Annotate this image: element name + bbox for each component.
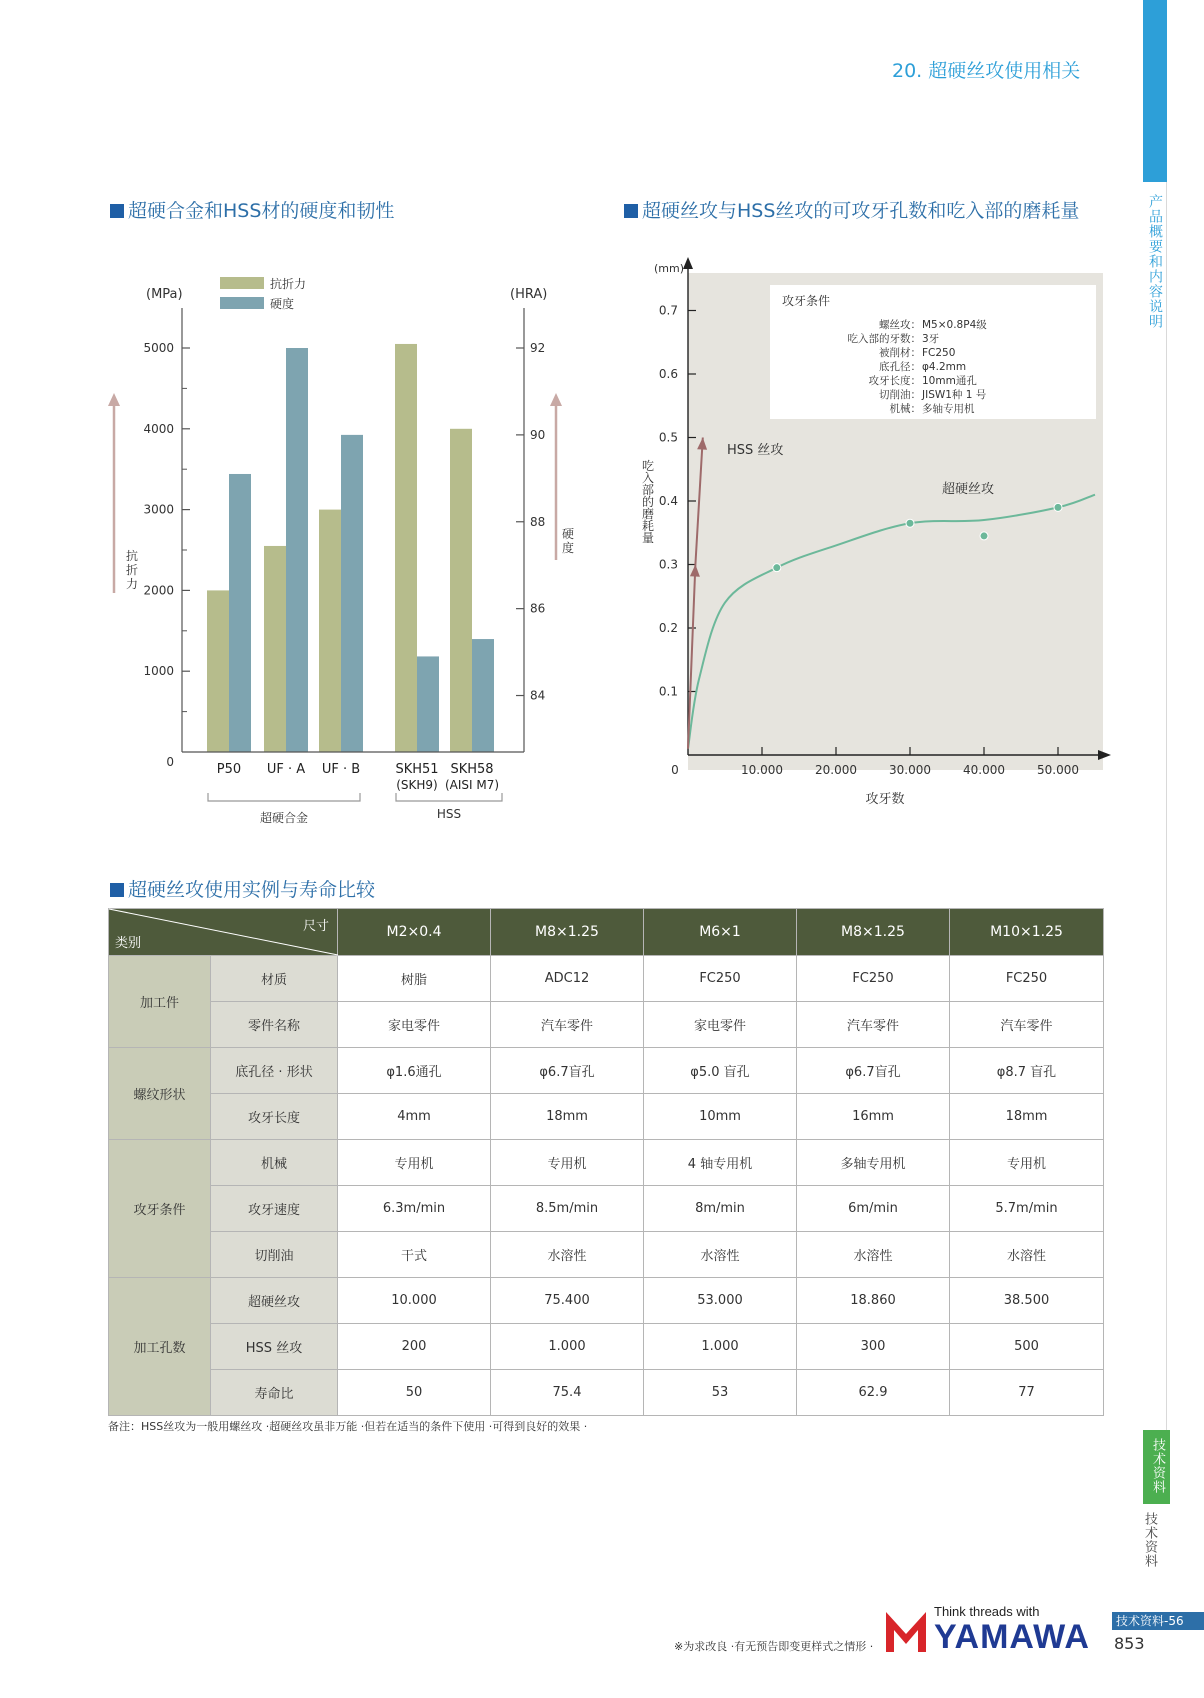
group-bracket-hss [396, 793, 502, 801]
table-cell: 水溶性 [644, 1232, 797, 1278]
table-cell: 500 [950, 1324, 1104, 1370]
data-point [980, 532, 988, 540]
table-cell: 75.400 [491, 1278, 644, 1324]
header-type-label: 类别 [115, 936, 142, 951]
table-cell: 38.500 [950, 1278, 1104, 1324]
title-square-icon [110, 204, 124, 218]
table-cell: 18mm [950, 1094, 1104, 1140]
condition-value: M5×0.8P4级 [922, 319, 987, 331]
bar-strength [450, 429, 472, 752]
group-bracket-carbide [208, 793, 360, 801]
yamawa-mark-icon [884, 1608, 928, 1654]
condition-key: 吃入部的牙数： [847, 333, 921, 345]
table-row [109, 1048, 1104, 1094]
y-axis-arrow-icon [683, 257, 693, 269]
table-cell: φ5.0 盲孔 [644, 1048, 797, 1094]
label-carbide: 超硬丝攻 [942, 482, 995, 497]
group-cell: 加工孔数 [109, 1278, 211, 1416]
category-sublabel: (SKH9) [396, 778, 438, 792]
table-cell: 18mm [491, 1094, 644, 1140]
category-label: SKH51 [395, 762, 439, 777]
table-cell: 5.7m/min [950, 1186, 1104, 1232]
row-label: HSS 丝攻 [211, 1324, 338, 1370]
table-cell: φ6.7盲孔 [797, 1048, 950, 1094]
table-cell: 77 [950, 1370, 1104, 1416]
column-header: M6×1 [644, 909, 797, 956]
table-cell: 多轴专用机 [797, 1140, 950, 1186]
category-label: UF · B [321, 762, 361, 777]
table-corner-cell [109, 909, 338, 956]
table-row [109, 1232, 1104, 1278]
left-tick-label: 1000 [143, 664, 174, 679]
y-tick-label: 0.3 [658, 557, 678, 572]
right-tick-label: 84 [530, 688, 546, 703]
y-tick-label: 0.1 [658, 684, 678, 699]
bar-strength [395, 344, 417, 752]
group-cell: 加工件 [109, 956, 211, 1048]
footer-disclaimer: ※为求改良 ·有无预告即变更样式之情形 · [674, 1640, 874, 1653]
condition-key: 被削材： [879, 347, 921, 359]
bar-hardness [286, 348, 308, 752]
bar-hardness [472, 639, 494, 752]
table-cell: φ8.7 盲孔 [950, 1048, 1104, 1094]
bar-strength [207, 590, 229, 752]
y-tick-label: 0.6 [658, 367, 678, 381]
row-label: 底孔径 · 形状 [211, 1048, 338, 1094]
table-cell: FC250 [644, 956, 797, 1002]
y-tick-label: 0.2 [658, 621, 678, 635]
condition-key: 切削油： [879, 389, 921, 401]
left-tick-label: 5000 [143, 341, 174, 355]
table-cell: 300 [797, 1324, 950, 1370]
y-tick-label: 0.5 [658, 430, 678, 445]
x-tick-label: 0 [671, 763, 679, 777]
legend-label-strength: 抗折力 [270, 277, 307, 291]
section-title-examples: 超硬丝攻使用实例与寿命比较 [110, 875, 375, 902]
comparison-table [108, 908, 1104, 1416]
table-row [109, 1278, 1104, 1324]
y-axis-label: 吃入部的磨耗量 [642, 459, 655, 545]
table-cell: 1.000 [491, 1324, 644, 1370]
table-cell: 汽车零件 [491, 1002, 644, 1048]
page-title: 20. 超硬丝攻使用相关 [892, 60, 1081, 82]
condition-value: φ4.2mm [922, 361, 967, 373]
left-unit: (MPa) [146, 287, 183, 302]
legend-swatch-strength [220, 277, 264, 289]
side-tab-tech[interactable] [1143, 1430, 1170, 1504]
table-cell: 16mm [797, 1094, 950, 1140]
table-row [109, 1094, 1104, 1140]
table-row [109, 1370, 1104, 1416]
data-point [906, 519, 914, 527]
table-cell: 家电零件 [644, 1002, 797, 1048]
column-header: M10×1.25 [950, 909, 1104, 956]
column-header: M8×1.25 [491, 909, 644, 956]
condition-key: 攻牙长度： [868, 375, 921, 387]
x-tick-label: 30.000 [889, 763, 931, 777]
table-cell: 专用机 [950, 1140, 1104, 1186]
right-arrow-head [550, 393, 562, 406]
group-label-hss: HSS [436, 807, 462, 821]
table-cell: 水溶性 [950, 1232, 1104, 1278]
side-rule [1166, 182, 1167, 1492]
left-arrow-head [108, 393, 120, 406]
table-cell: 62.9 [797, 1370, 950, 1416]
group-cell: 螺纹形状 [109, 1048, 211, 1140]
table-note: 备注：HSS丝攻为一般用螺丝攻 ·超硬丝攻虽非万能 ·但若在适当的条件下使用 ·可得到良好的效果 · [108, 1420, 588, 1433]
condition-key: 螺丝攻： [879, 319, 921, 331]
bar-strength [319, 510, 341, 752]
y-tick-label: 0.4 [658, 494, 678, 508]
table-cell: 8.5m/min [491, 1186, 644, 1232]
right-tick-label: 88 [530, 514, 546, 529]
condition-value: 10mm通孔 [922, 375, 977, 387]
legend-label-hardness: 硬度 [270, 297, 295, 311]
right-tick-label: 92 [530, 341, 546, 355]
row-label: 攻牙长度 [211, 1094, 338, 1140]
y-tick-label: 0.7 [658, 303, 678, 318]
table-cell: ADC12 [491, 956, 644, 1002]
brand-logo [884, 1604, 1090, 1656]
x-tick-label: 10.000 [741, 763, 783, 777]
column-header: M8×1.25 [797, 909, 950, 956]
side-tab-top[interactable] [1143, 0, 1167, 182]
row-label: 寿命比 [211, 1370, 338, 1416]
table-row [109, 1002, 1104, 1048]
page-tag: 技术资料-56 [1112, 1612, 1204, 1630]
bar-strength [264, 546, 286, 752]
bar-hardness [229, 474, 251, 752]
x-tick-label: 50.000 [1037, 763, 1079, 777]
table-cell: 汽车零件 [950, 1002, 1104, 1048]
table-cell: 汽车零件 [797, 1002, 950, 1048]
table-cell: FC250 [797, 956, 950, 1002]
table-cell: 10mm [644, 1094, 797, 1140]
table-cell: 家电零件 [338, 1002, 491, 1048]
table-cell: 4mm [338, 1094, 491, 1140]
brand-tagline: Think threads with [934, 1604, 1040, 1619]
label-hss: HSS 丝攻 [727, 443, 784, 458]
side-label-tech: 技术资料 [1142, 1512, 1157, 1568]
right-tick-label: 90 [530, 427, 546, 442]
table-cell: 水溶性 [491, 1232, 644, 1278]
table-cell: 干式 [338, 1232, 491, 1278]
row-label: 机械 [211, 1140, 338, 1186]
left-tick-label: 4000 [143, 421, 174, 436]
table-row [109, 956, 1104, 1002]
left-tick-label: 0 [166, 755, 174, 769]
bar-hardness [341, 435, 363, 752]
data-point [1054, 503, 1062, 511]
y-unit: (mm) [654, 262, 685, 275]
table-cell: 树脂 [338, 956, 491, 1002]
x-tick-label: 40.000 [963, 763, 1005, 777]
column-header: M2×0.4 [338, 909, 491, 956]
row-label: 攻牙速度 [211, 1186, 338, 1232]
row-label: 零件名称 [211, 1002, 338, 1048]
table-cell: φ1.6通孔 [338, 1048, 491, 1094]
x-axis-arrow-icon [1098, 750, 1111, 760]
section-title-hardness: 超硬合金和HSS材的硬度和韧性 [110, 196, 394, 223]
table-cell: FC250 [950, 956, 1104, 1002]
table-cell: 6m/min [797, 1186, 950, 1232]
left-tick-label: 2000 [143, 583, 174, 598]
row-label: 材质 [211, 956, 338, 1002]
condition-key: 机械： [889, 403, 921, 415]
condition-value: 3牙 [922, 333, 940, 345]
row-label: 切削油 [211, 1232, 338, 1278]
group-label-carbide: 超硬合金 [259, 811, 309, 825]
table-header-row [109, 909, 1104, 956]
table-cell: 6.3m/min [338, 1186, 491, 1232]
condition-value: JISW1种 1 号 [922, 389, 987, 401]
header-size-label: 尺寸 [302, 919, 329, 934]
table-cell: 200 [338, 1324, 491, 1370]
table-cell: 4 轴专用机 [644, 1140, 797, 1186]
table-row [109, 1324, 1104, 1370]
left-tick-label: 3000 [143, 502, 174, 517]
table-row [109, 1186, 1104, 1232]
table-cell: 18.860 [797, 1278, 950, 1324]
page-number: 853 [1114, 1634, 1145, 1653]
left-axis-label [126, 548, 138, 591]
condition-key: 底孔径： [879, 361, 921, 373]
x-tick-label: 20.000 [815, 763, 857, 777]
table-cell: 专用机 [491, 1140, 644, 1186]
right-axis-label: 硬度 [562, 527, 575, 555]
side-tab-tech-label: 技术资料 [1150, 1438, 1165, 1494]
table-cell: 50 [338, 1370, 491, 1416]
section-title-wear: 超硬丝攻与HSS丝攻的可攻牙孔数和吃入部的磨耗量 [624, 196, 1079, 223]
x-axis-label: 攻牙数 [865, 792, 905, 807]
row-label: 超硬丝攻 [211, 1278, 338, 1324]
title-square-icon [110, 883, 124, 897]
bar-chart [100, 260, 575, 840]
group-cell: 攻牙条件 [109, 1140, 211, 1278]
table-cell: 8m/min [644, 1186, 797, 1232]
table-cell: 10.000 [338, 1278, 491, 1324]
category-label: P50 [216, 762, 242, 777]
table-cell: 水溶性 [797, 1232, 950, 1278]
title-square-icon [624, 204, 638, 218]
side-label-overview: 产品概要和内容说明 [1147, 194, 1163, 329]
legend-swatch-hardness [220, 297, 264, 309]
right-unit: (HRA) [510, 287, 548, 302]
condition-value: FC250 [922, 347, 956, 359]
table-cell: φ6.7盲孔 [491, 1048, 644, 1094]
category-label: SKH58 [450, 762, 494, 777]
table-cell: 专用机 [338, 1140, 491, 1186]
bar-hardness [417, 656, 439, 752]
data-point [773, 564, 781, 572]
wear-chart [620, 255, 1120, 815]
conditions-title: 攻牙条件 [782, 294, 831, 308]
right-tick-label: 86 [530, 601, 546, 616]
category-label: UF · A [266, 762, 306, 777]
brand-name: YAMAWA [934, 1618, 1090, 1656]
condition-value: 多轴专用机 [922, 403, 975, 415]
table-cell: 53 [644, 1370, 797, 1416]
table-cell: 1.000 [644, 1324, 797, 1370]
table-cell: 53.000 [644, 1278, 797, 1324]
category-sublabel: (AISI M7) [444, 778, 500, 792]
svg-text:抗折力: 抗折力 [126, 549, 139, 591]
table-cell: 75.4 [491, 1370, 644, 1416]
table-row [109, 1140, 1104, 1186]
